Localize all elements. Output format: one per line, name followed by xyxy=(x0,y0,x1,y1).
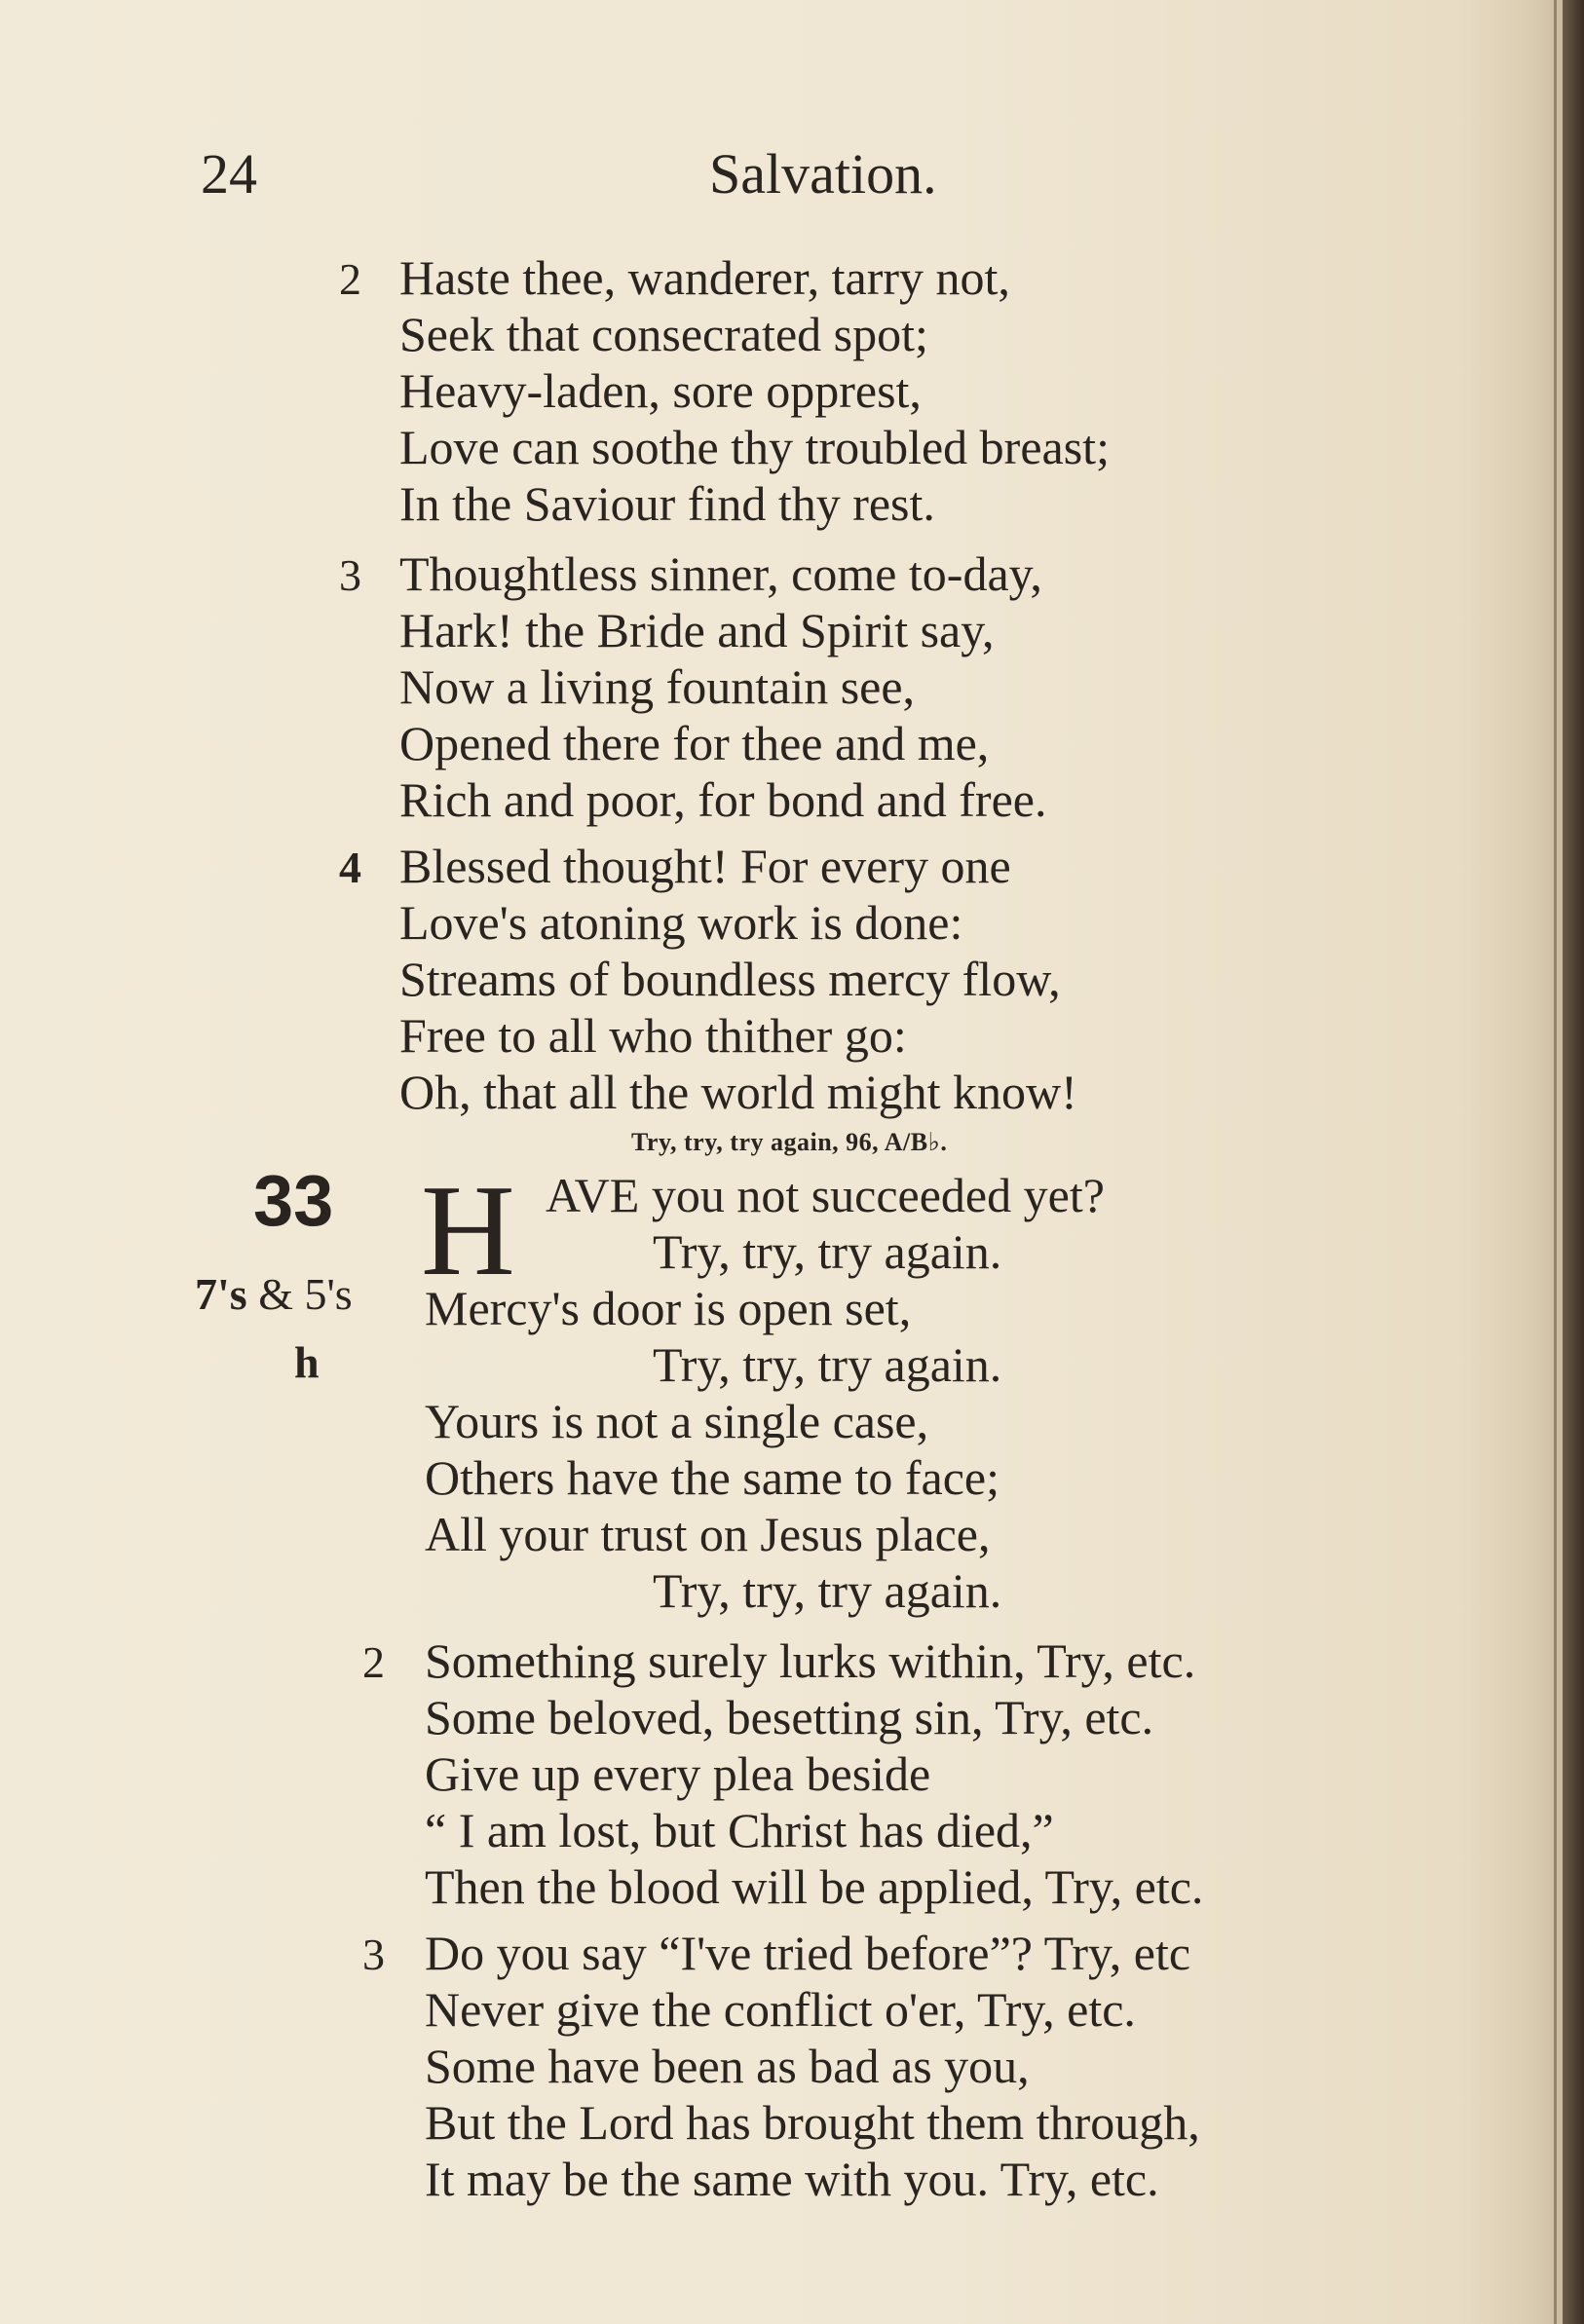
hymn-meter xyxy=(195,1268,353,1320)
refrain-line: Try, try, try again. xyxy=(653,1563,1002,1618)
verse-number: 3 xyxy=(362,1930,385,1979)
verse-number: 2 xyxy=(339,254,361,304)
verse-line: Opened there for thee and me, xyxy=(399,716,990,770)
verse-line: But the Lord has brought them through, xyxy=(425,2095,1200,2150)
verse-line: Seek that consecrated spot; xyxy=(399,307,928,361)
verse-line: Yours is not a single case, xyxy=(425,1394,929,1448)
verse-line: Never give the conflict o'er, Try, etc. xyxy=(425,1982,1136,2037)
verse-line: Love can soothe thy troubled breast; xyxy=(399,420,1110,474)
hymn-number: 33 xyxy=(253,1160,334,1241)
verse-line: Then the blood will be applied, Try, etc. xyxy=(425,1859,1204,1914)
verse-line: Blessed thought! For every one xyxy=(399,839,1011,893)
verse-number: 3 xyxy=(339,550,361,600)
verse-line: AVE you not succeeded yet? xyxy=(546,1168,1105,1222)
page-fold-line xyxy=(1554,0,1557,2324)
verse-line: Oh, that all the world might know! xyxy=(399,1065,1077,1119)
verse-number: 4 xyxy=(339,843,361,892)
verse-line: Free to all who thither go: xyxy=(399,1008,907,1063)
verse-line: Do you say “I've tried before”? Try, etc xyxy=(425,1926,1191,1980)
verse-number: 2 xyxy=(362,1637,385,1687)
verse-line: Some have been as bad as you, xyxy=(425,2039,1030,2093)
page-edge-shadow xyxy=(1563,0,1584,2324)
verse-line: Heavy-laden, sore opprest, xyxy=(399,363,922,418)
verse-line: “ I am lost, but Christ has died,” xyxy=(425,1803,1054,1857)
verse-line: Streams of boundless mercy flow, xyxy=(399,952,1061,1006)
drop-cap: H xyxy=(421,1158,515,1302)
verse-line: Now a living fountain see, xyxy=(399,659,916,714)
verse-line: Love's atoning work is done: xyxy=(399,895,963,950)
verse-line: Give up every plea beside xyxy=(425,1746,931,1801)
verse-line: Rich and poor, for bond and free. xyxy=(399,772,1047,827)
refrain-line: Try, try, try again. xyxy=(653,1337,1002,1392)
verse-line: Some beloved, besetting sin, Try, etc. xyxy=(425,1690,1154,1744)
verse-line: Haste thee, wanderer, tarry not, xyxy=(399,250,1010,305)
verse-line: It may be the same with you. Try, etc. xyxy=(425,2152,1159,2206)
page-title: Salvation. xyxy=(709,142,937,206)
verse-line: All your trust on Jesus place, xyxy=(425,1507,991,1561)
verse-line: Thoughtless sinner, come to-day, xyxy=(399,546,1042,601)
hymn-key: h xyxy=(294,1337,320,1387)
verse-line: In the Saviour find thy rest. xyxy=(399,476,935,531)
verse-line: Mercy's door is open set, xyxy=(425,1281,912,1335)
meter-part: & 5's xyxy=(258,1269,353,1319)
page-number: 24 xyxy=(201,142,257,206)
verse-line: Others have the same to face; xyxy=(425,1450,1000,1505)
tune-reference: Try, try, try again, 96, A/B♭. xyxy=(631,1128,948,1156)
meter-part: 7's xyxy=(195,1269,247,1319)
verse-line: Something surely lurks within, Try, etc. xyxy=(425,1633,1196,1688)
refrain-line: Try, try, try again. xyxy=(653,1224,1002,1279)
verse-line: Hark! the Bride and Spirit say, xyxy=(399,603,995,657)
